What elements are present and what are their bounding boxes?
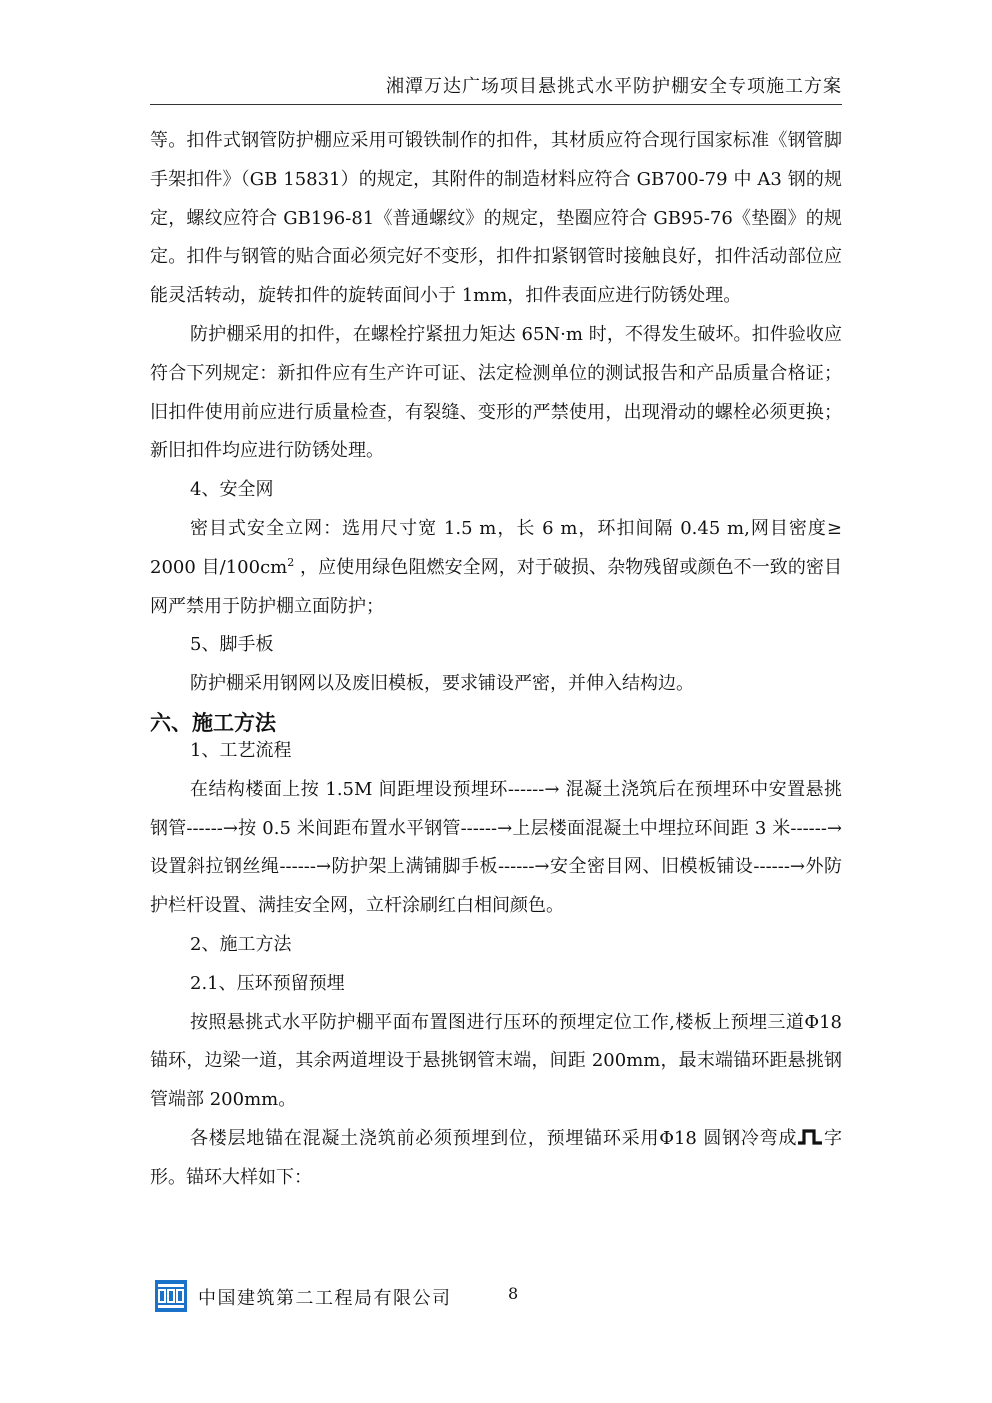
item-scaffold-board: 5、脚手板 [190, 634, 274, 656]
safety-net-text-b: ，应使用绿色阻燃安全网，对于破损、杂物残留或颜色不一致的密目网严禁用于防护棚立面防护； [150, 556, 843, 617]
page-body [150, 122, 842, 1198]
safety-net-text-a: 密目式安全立网：选用尺寸宽 1.5 m，长 6 m，环扣间隔 0.45 m,网目密度≥ 2000 目/100cm [150, 517, 842, 578]
anchor-ring-shape-icon [797, 1126, 823, 1148]
item-process-flow: 1、工艺流程 [190, 739, 292, 761]
document-title: 湘潭万达广场项目悬挑式水平防护棚安全专项施工方案 [386, 76, 842, 97]
superscript-2: 2 [287, 555, 295, 569]
company-logo-icon [155, 1280, 187, 1312]
page-number: 8 [508, 1284, 519, 1303]
item-construction-method: 2、施工方法 [190, 933, 292, 955]
page-footer [150, 1278, 750, 1314]
running-header [150, 72, 842, 105]
section-heading-construction-method: 六、施工方法 [150, 710, 276, 735]
item-safety-net: 4、安全网 [190, 479, 274, 501]
paragraph-fasteners-acceptance: 防护棚采用的扣件，在螺栓拧紧扭力矩达 65N·m 时，不得发生破坏。扣件验收应符合下列规定：新扣件应有生产许可证、法定检测单位的测试报告和产品质量合格证；旧扣件使用前应进行质量检查，有裂缝、变形的严禁使用，出现滑动的螺栓必须更换；新旧扣件均应进行防锈处理。 [150, 323, 842, 462]
anchor-rings-tail: 字形。锚环大样如下： [150, 1127, 843, 1188]
paragraph-safety-net [150, 510, 842, 626]
paragraph-scaffold-board: 防护棚采用钢网以及废旧模板，要求铺设严密，并伸入结构边。 [190, 673, 694, 695]
anchor-rings-text: 各楼层地锚在混凝土浇筑前必须预埋到位，预埋锚环采用Φ18 圆钢冷弯成 [190, 1127, 798, 1149]
company-name: 中国建筑第二工程局有限公司 [198, 1288, 452, 1309]
paragraph-fasteners-material: 等。扣件式钢管防护棚应采用可锻铁制作的扣件，其材质应符合现行国家标准《钢管脚手架扣件》（GB 15831）的规定，其附件的制造材料应符合 GB700-79 中 A3 钢的规定，螺纹应符合 GB196-81《普通螺纹》的规定，垫圈应符合 GB95-76《垫圈》的规定。扣件与钢管的贴合面必须完好不变形，扣件扣紧钢管时接触良好，扣件活动部位应能灵活转动，旋转扣件的旋转面间小于 1mm，扣件表面应进行防锈处理。 [150, 130, 842, 307]
paragraph-anchor-rings [150, 1120, 842, 1198]
paragraph-process-flow: 在结构楼面上按 1.5M 间距埋设预埋环------→ 混凝土浇筑后在预埋环中安置悬挑钢管------→按 0.5 米间距布置水平钢管------→上层楼面混凝土中埋拉环间距 3 米------→设置斜拉钢丝绳------→防护架上满铺脚手板------→安全密目网、旧模板铺设------→外防护栏杆设置、满挂安全网，立杆涂刷红白相间颜色。 [150, 778, 842, 917]
item-ring-embedding: 2.1、压环预留预埋 [190, 972, 345, 994]
paragraph-ring-embedding: 按照悬挑式水平防护棚平面布置图进行压环的预埋定位工作,楼板上预埋三道Φ18 锚环，边梁一道，其余两道埋设于悬挑钢管末端，间距 200mm，最末端锚环距悬挑钢管端部 200mm。 [150, 1011, 842, 1111]
